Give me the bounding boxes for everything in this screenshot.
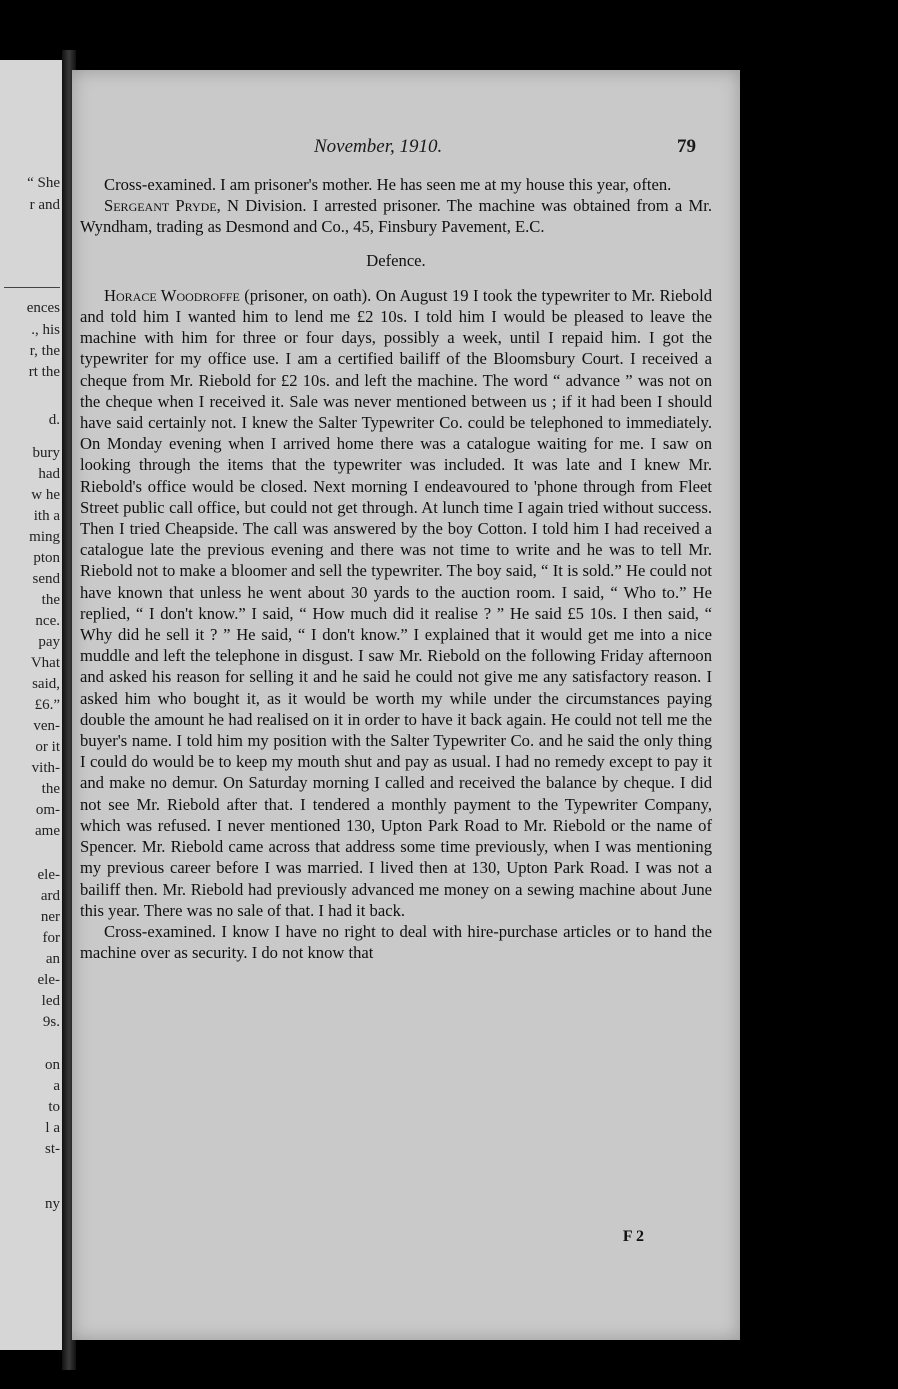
left-margin-fragment: on <box>45 1057 60 1073</box>
left-page-rule <box>4 287 60 288</box>
left-margin-fragment: the <box>41 781 60 797</box>
paragraph-sergeant-pryde: Sergeant Pryde, N Division. I arrested prisoner. The machine was obtained from a Mr. Wyndham, trading as Desmond and Co., 45, Finsbury Pavement, E.C. <box>80 196 712 237</box>
left-margin-fragment: Vhat <box>30 655 60 671</box>
left-margin-fragment: pay <box>38 634 60 650</box>
left-margin-fragment: rt the <box>28 364 60 380</box>
left-margin-fragment: ., his <box>31 322 60 338</box>
left-margin-fragment: £6.” <box>34 697 60 713</box>
book-page <box>72 70 740 1340</box>
left-margin-fragment: ele- <box>37 972 60 988</box>
left-margin-fragment: for <box>42 930 60 946</box>
signature-mark: F 2 <box>622 1228 644 1245</box>
witness-name: Sergeant Pryde, <box>104 196 221 216</box>
left-margin-fragment: send <box>32 571 60 587</box>
left-margin-fragment: st- <box>45 1141 60 1157</box>
left-margin-fragment: ny <box>45 1196 60 1212</box>
left-margin-fragment: nce. <box>35 613 60 629</box>
paragraph-cross-examination-prisoner: Cross-examined. I know I have no right to deal with hire-purchase articles or to hand the machine over as security. I do not know that <box>80 921 712 963</box>
prisoner-name: Horace Woodroffe <box>104 285 240 305</box>
left-margin-fragment: “ She <box>27 175 60 191</box>
header-date: November, 1910. <box>314 136 443 157</box>
left-margin-fragment: ences <box>26 300 60 316</box>
left-margin-fragment: led <box>41 993 60 1009</box>
paragraph-cross-examination-mother: Cross-examined. I am prisoner's mother. He has seen me at my house this year, often. <box>104 175 672 194</box>
left-margin-fragment: an <box>45 951 60 967</box>
running-header <box>72 136 740 160</box>
left-margin-fragment: w he <box>31 487 60 503</box>
paragraph-woodroffe-testimony: Horace Woodroffe (prisoner, on oath). On August 19 I took the typewriter to Mr. Riebold and told him I wanted him to lend me £2 10s. I told him I would be pleased to leave the machine with him for three or four days, possibly a week, until I repaid him. I got the typewriter for my office use. I am a certified bailiff of the Bloomsbury Court. I received a cheque from Mr. Riebold for £2 10s. and left the machine. The word “ advance ” was not on the cheque when I received it. Sale was never mentioned between us ; if it had been I should have said certainly not. I knew the Salter Typewriter Co. could be telephoned to immediately. On Monday evening when I arrived home there was a catalogue waiting for me. I saw on looking through the items that the typewriter was included. It was late and I knew Mr. Riebold's office would be closed. Next morning I endeavoured to 'phone through from Fleet Street public call office, but could not get through. At lunch time I again tried without success. Then I tried Cheapside. The call was answered by the boy Cotton. I told him I had received a catalogue late the previous evening and there was not time to write and he was to tell Mr. Riebold not to make a bloomer and sell the typewriter. The boy said, “ It is sold.” He could not have known that unless he went about 30 yards to the auction room. I said, “ Who to.” He replied, “ I don't know.” I said, “ How much did it realise ? ” He said £5 10s. I then said, “ Why did he sell it ? ” He said, “ I don't know.” I explained that it would get me into a nice muddle and left the telephone in disgust. I saw Mr. Riebold on the following Friday afternoon and asked his reason for selling it and he said he could not give me any satisfactory reason. I asked him who bought it, as it would be worth my while under the circumstances paying double the amount he had realised on it in order to have it back again. He could not tell me the buyer's name. I told him my position with the Salter Typewriter Co. and he said the only thing I could do would be to keep my mouth shut and pay as usual. I had no remedy except to pay it and make no demur. On Saturday morning I called and received the balance by cheque. I did not see Mr. Riebold after that. I tendered a monthly payment to the Typewriter Company, which was refused. I never mentioned 130, Upton Park Road to Mr. Riebold or the name of Spencer. Mr. Riebold came across that address some time previously, when I was mentioning my previous career before I was married. I lived then at 130, Upton Park Road. I was not a bailiff then. Mr. Riebold had previously advanced me money on a sewing machine about June this year. There was no sale of that. I had it back. <box>80 285 712 920</box>
left-margin-fragment: to <box>48 1099 60 1115</box>
left-margin-fragment: ner <box>40 909 60 925</box>
left-margin-fragment: om- <box>35 802 60 818</box>
left-margin-fragment: ame <box>35 823 60 839</box>
left-margin-fragment: ith a <box>33 508 60 524</box>
left-margin-fragment: ming <box>29 529 60 545</box>
left-margin-fragment: bury <box>32 445 60 461</box>
left-margin-fragment: ele- <box>37 867 60 883</box>
section-heading-defence: Defence. <box>366 250 426 270</box>
left-margin-fragment: r and <box>29 197 60 213</box>
left-margin-fragment: ard <box>40 888 60 904</box>
left-margin-fragment: d. <box>48 412 60 428</box>
left-margin-fragment: or it <box>35 739 60 755</box>
left-page-margin <box>0 60 62 1350</box>
left-margin-fragment: a <box>53 1078 60 1094</box>
left-margin-fragment: vith- <box>31 760 60 776</box>
scan-background <box>740 0 898 1389</box>
left-margin-fragment: l a <box>45 1120 60 1136</box>
left-margin-fragment: had <box>38 466 60 482</box>
left-margin-fragment: pton <box>33 550 60 566</box>
page-body <box>80 174 712 963</box>
left-margin-fragment: the <box>41 592 60 608</box>
left-margin-fragment: r, the <box>29 343 60 359</box>
left-margin-fragment: said, <box>32 676 60 692</box>
page-number: 79 <box>677 136 696 157</box>
left-margin-fragment: ven- <box>33 718 60 734</box>
left-margin-fragment: 9s. <box>42 1014 60 1030</box>
